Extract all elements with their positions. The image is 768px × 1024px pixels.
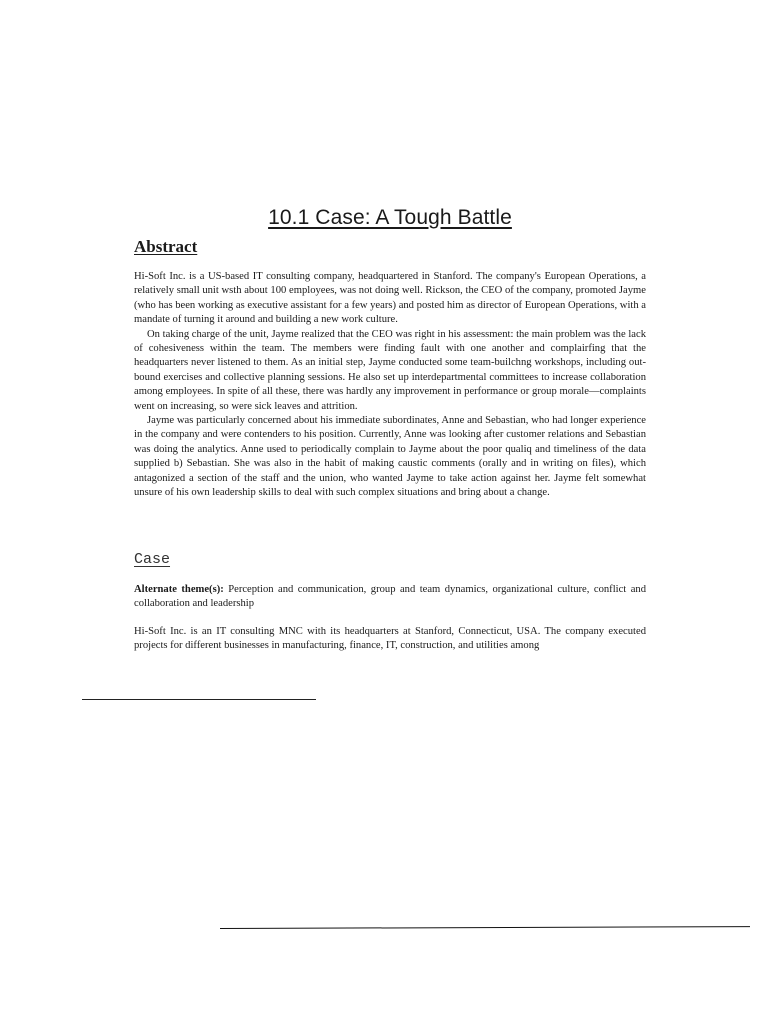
alternate-themes-text: Perception and communication, group and team dynamics, organizational culture, conflict and collaboration and leadership <box>134 584 646 610</box>
abstract-paragraph: Jayme was particularly concerned about his immediate subordinates, Anne and Sebastian, who had longer experience in the company and were contenders to his position. Currently, Anne was looking after customer relations and Sebastian was doing the analytics. Anne used to periodically complain to Jayme about the poor qualiq and timeliness of the data supplied b) Sebastian. She was also in the habit of making caustic comments (orally and in writing on files), which antagonized a section of the staff and the union, who wanted Jayme to take action against her. Jayme felt somewhat unsure of his own leadership skills to deal with such complex situations and bring about a change. <box>134 415 646 499</box>
abstract-body <box>134 270 646 501</box>
case-body <box>134 583 646 667</box>
alternate-themes-label: Alternate theme(s): <box>134 584 224 595</box>
case-intro-paragraph: Hi-Soft Inc. is an IT consulting MNC with its headquarters at Stanford, Connecticut, USA. The company executed projects for different businesses in manufacturing, finance, IT, construction, and utilities among <box>134 625 646 652</box>
footnote-divider <box>82 699 316 700</box>
alternate-themes-paragraph <box>134 583 646 612</box>
case-title: 10.1 Case: A Tough Battle <box>268 206 512 229</box>
bottom-divider <box>220 926 750 929</box>
case-heading: Case <box>134 551 171 568</box>
abstract-paragraph: On taking charge of the unit, Jayme realized that the CEO was right in his assessment: the main problem was the lack of cohesiveness within the team. The members were finding fault with one another and complairfing that the headquarters never listened to them. As an initial step, Jayme conducted some team-builchng workshops, including out-bound exercises and collective planning sessions. He also set up interdepartmental committees to increase collaboration among employees. In spite of all these, there was hardly any improvement in performance or group morale—complaints went on increasing, so were sick leaves and attrition. <box>134 328 646 412</box>
abstract-paragraph: Hi-Soft Inc. is a US-based IT consulting company, headquartered in Stanford. The company's European Operations, a relatively small unit wsth about 100 employees, was not doing well. Rickson, the CEO of the company, promoted Jayme (who has been working as executive assistant for a few years) and posted him as director of European Operations, with a mandate of turning it around and building a new work culture. <box>134 271 646 326</box>
abstract-heading: Abstract <box>134 237 198 256</box>
